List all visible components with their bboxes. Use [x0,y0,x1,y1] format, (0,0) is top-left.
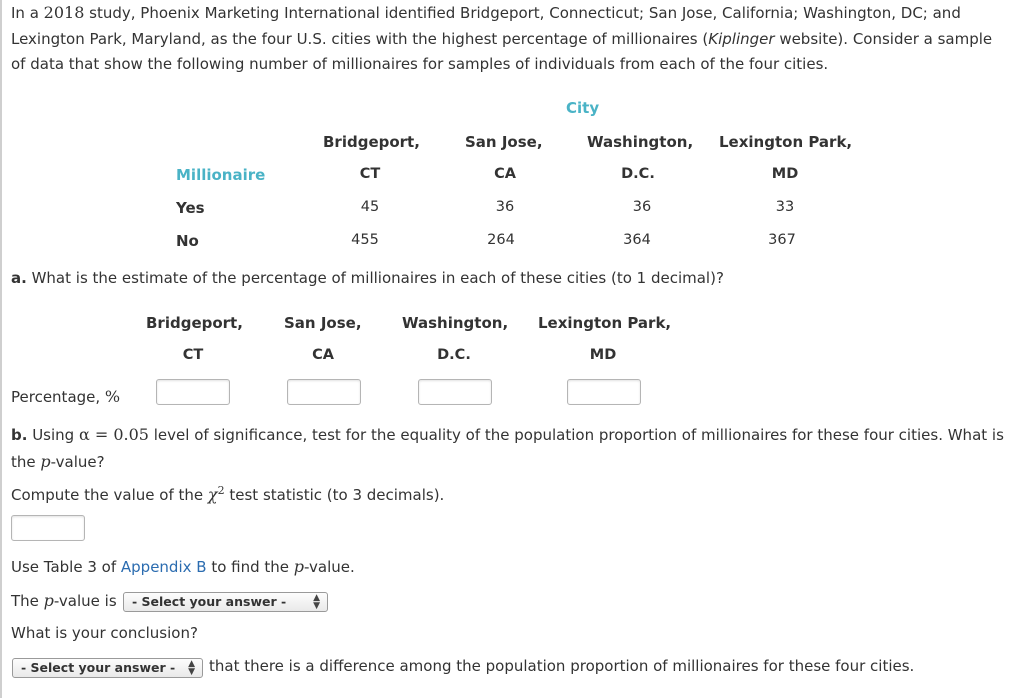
city-header: City [566,99,600,117]
p-symbol: p [40,451,51,471]
pvalue-select-label: - Select your answer - [132,594,287,609]
row-no-label: No [176,232,199,250]
cell-yes-sanjose: 36 [495,199,515,215]
col-sanjose-line2: CA [494,166,516,182]
intro-source: Kiplinger [708,29,775,48]
conclusion-select[interactable] [12,658,203,678]
conclusion-text: that there is a difference among the population proportion of millionaires for these four cities. [209,657,915,675]
cell-yes-washington: 36 [632,199,652,215]
part-b-question [11,422,1011,475]
percentage-input-bridgeport[interactable] [156,379,230,405]
intro-year: 2018 [43,3,85,22]
chi-superscript: 2 [217,484,225,497]
part-a-question [11,269,724,287]
conclusion-question: What is your conclusion? [11,624,198,642]
col-washington-line2: D.C. [621,166,655,182]
col-lexington-line1: Lexington Park, [719,133,853,151]
percentage-input-lexington[interactable] [567,379,641,405]
cell-no-sanjose: 264 [487,232,515,248]
pvalue-p-symbol: p [43,591,54,610]
pvalue-text-2: -value is [53,592,117,610]
select-arrows-icon: ▲ ▼ [313,593,320,611]
percentage-input-sanjose[interactable] [287,379,361,405]
col-bridgeport-line1: Bridgeport, [323,133,420,151]
table-text-2: to find the [206,558,294,576]
cell-no-washington: 364 [623,232,651,248]
a-col-sanjose-line1: San Jose, [284,314,362,332]
compute-text-2: test statistic (to 3 decimals). [224,486,445,504]
cell-no-lexington: 367 [768,232,796,248]
table-text-1: Use Table 3 of [11,558,121,576]
part-b-text-1: Using [27,426,79,444]
cell-yes-bridgeport: 45 [360,199,380,215]
intro-paragraph [11,0,1011,78]
table-text-3: -value. [304,558,355,576]
a-col-sanjose-line2: CA [312,347,334,363]
cell-yes-lexington: 33 [775,199,795,215]
col-sanjose-line1: San Jose, [465,133,543,151]
a-col-lexington-line1: Lexington Park, [538,314,672,332]
intro-text-3: website). Consider a sample of data that show the following number of millionaires for samples of individuals from each of the four cities. [11,29,993,73]
appendix-b-link[interactable]: Appendix B [120,558,207,576]
millionaire-header: Millionaire [176,166,266,184]
percentage-label-text: Percentage, [11,388,105,406]
table-p-symbol: p [293,557,305,576]
a-col-lexington-line2: MD [589,347,617,363]
conclusion-select-label: - Select your answer - [21,660,176,675]
cell-no-bridgeport: 455 [351,232,379,248]
intro-text-1: In a [11,4,44,22]
a-col-bridgeport-line1: Bridgeport, [146,314,243,332]
part-a-text: What is the estimate of the percentage of millionaires in each of these cities (to 1 decimal)? [26,269,724,287]
table-instruction [11,557,355,576]
compute-text-1: Compute the value of the [11,486,208,504]
a-col-bridgeport-line2: CT [182,347,204,363]
row-yes-label: Yes [176,199,205,217]
part-b-letter: b. [11,426,28,444]
left-border [0,0,2,698]
a-col-washington-line2: D.C. [437,347,471,363]
select-arrows-icon: ▲ ▼ [188,659,195,677]
percentage-row-label [11,387,120,406]
compute-chi-line [11,484,444,504]
part-b-text-3: -value? [50,452,105,471]
percent-symbol: % [104,387,121,406]
pvalue-text-1: The [11,592,44,610]
percentage-input-washington[interactable] [418,379,492,405]
chi-square-input[interactable] [11,515,85,541]
alpha-expression: α = 0.05 [78,425,149,444]
pvalue-line [11,591,117,610]
chi-symbol: χ [207,485,218,504]
a-col-washington-line1: Washington, [402,314,509,332]
part-a-letter: a. [11,269,27,287]
part-b-text-2: level of significance, test for the equality of the population proportion of millionaires for these four cities. What is the [11,426,1004,471]
intro-text-2: study, Phoenix Marketing International identified Bridgeport, Connecticut; San Jose, California; Washington, DC; and Lexington Park, Maryland, as the four U.S. cities with the highest percentage of millionaires ( [11,4,961,48]
col-bridgeport-line2: CT [359,166,381,182]
col-lexington-line2: MD [771,166,799,182]
pvalue-select[interactable] [123,592,328,612]
col-washington-line1: Washington, [587,133,694,151]
